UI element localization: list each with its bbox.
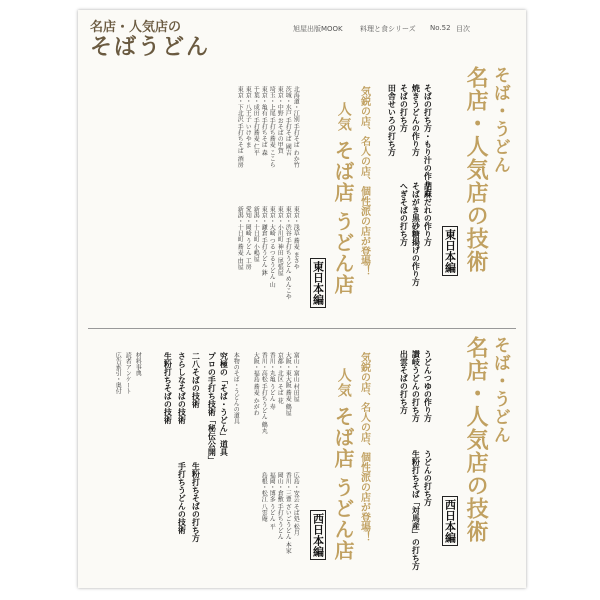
publisher: 旭屋出版MOOK — [293, 25, 343, 33]
east-shop: 東京・亀有 手打ちそば 森 — [260, 86, 268, 156]
west-shop: 大阪・福島 蕎麦 かがわ — [252, 352, 260, 416]
west-shop: 岡山・倉敷 手打ちうどん — [276, 472, 284, 540]
header-subtitle: 名店・人気店の — [90, 20, 182, 35]
east-shop: 北海道・江別 手打そば わか竹 — [292, 86, 300, 168]
east-step-2: 焼きうどんの作り方 — [411, 84, 422, 156]
toc-label: 目次 — [456, 25, 470, 33]
west-tag-2: 西日本編 — [310, 510, 326, 560]
east-step2-3: へぎそばの打ち方 — [399, 182, 410, 246]
west-shop: 島根・松江 八雲庵 — [260, 472, 268, 522]
west-step-2: 讃岐うどんの打ち方 — [411, 350, 422, 422]
east-tag-2: 東日本編 — [310, 258, 326, 308]
west-lead: 気鋭の店、名人の店、個性派の店が登場！ — [358, 352, 370, 542]
section-divider — [88, 328, 516, 329]
extra-item: 広告索引・奥付 — [114, 352, 122, 394]
west-title-1: そば・うどん — [489, 336, 510, 444]
west-shop: 富山・富山 村田屋 — [292, 352, 300, 402]
extra-head: 手打ちうどんの技術 — [177, 462, 188, 534]
toc-page — [78, 10, 526, 588]
west-step-3: 出雲そばの打ち方 — [399, 350, 410, 414]
west-title-2: 名店・人気店の技術 — [463, 336, 490, 543]
east-shop: 東京・小川町 神田 尾張屋 — [276, 206, 284, 276]
east-shop: 愛知・岡崎 うどん 工房 — [244, 206, 252, 270]
east-shop: 茨城・水戸 手打そば 國吉 — [284, 86, 292, 156]
east-shop: 東京・渋谷 手打ちうどん めんこや — [284, 206, 292, 300]
header — [78, 10, 526, 60]
east-step-1: そばの打ち方・もり汁の作り方 — [423, 84, 434, 196]
east-title-1: そば・うどん — [489, 66, 510, 174]
extra-head: 生粉打ちそばの打ち方 — [191, 462, 202, 542]
east-shop: 東京・八王子 いけやま — [244, 86, 252, 148]
west-shop: 京都・北区 そば 花 — [276, 352, 284, 404]
west-title-3: そば店 うどん店 — [331, 406, 355, 561]
west-kanji: 人気 — [335, 368, 352, 398]
east-step2-1: 胡麻だれの作り方 — [423, 182, 434, 246]
west-shop: 香川・高松 手打ちうどん 鶴丸 — [260, 352, 268, 434]
extra-head: 二八そばの技術 — [191, 352, 202, 408]
extra-head: 生粉打ちそばの技術 — [163, 352, 174, 424]
issue-number: No.52 — [430, 24, 451, 32]
extra-item: 読者アンケート — [124, 352, 132, 394]
west-tag: 西日本編 — [442, 496, 458, 546]
east-step2-2: そばがき黒砂糖揚げの作り方 — [411, 182, 422, 286]
west-step2-2: 生粉打ちそば「対馬産」の打ち方 — [411, 450, 422, 570]
extra-item: 材料事典 — [134, 352, 142, 376]
west-step2-1: うどんの打ち方 — [423, 450, 434, 506]
extra-item: 本物のそば・うどんの道具 — [232, 352, 240, 424]
west-shop: 大阪・東大阪 蕎麦 鶴屋 — [284, 352, 292, 416]
east-lead: 気鋭の店、名人の店、個性派の店が登場！ — [358, 86, 370, 276]
east-tag: 東日本編 — [442, 226, 458, 276]
west-shop: 福岡・博多 うどん 平 — [268, 472, 276, 530]
east-title-2: 名店・人気店の技術 — [463, 66, 490, 273]
east-step-4: 田舎せいろの打ち方 — [387, 84, 398, 156]
west-shop: 広島・安芸 そば処 松月 — [292, 472, 300, 536]
east-kanji: 人気 — [335, 102, 352, 132]
east-step-3: そばの打ち方 — [399, 84, 410, 132]
west-step-1: うどんつゆの作り方 — [423, 350, 434, 422]
extra-head: さらしなそばの技術 — [177, 352, 188, 424]
extra-head: 究極の「そば・うどん」道具 — [219, 352, 230, 456]
east-shop: 東京・浅草 蕎麦 まさや — [292, 206, 300, 270]
east-shop: 新潟・十日町 蕎麦 由屋 — [236, 206, 244, 270]
east-shop: 東京・鎌倉 手打うどん 鉢 — [260, 206, 268, 276]
series-name: 料理と食シリーズ — [360, 25, 416, 33]
east-shop: 東京・下北沢 手打ちそば 酒房 — [236, 86, 244, 168]
east-shop: 埼玉・上尾 手打ち蕎麦 ここら — [268, 86, 276, 168]
east-shop: 新潟・十日町 小嶋屋 — [252, 206, 260, 262]
east-title-3: そば店 うどん店 — [331, 140, 355, 295]
west-shop: 香川・三豊 ざいごうどん 本家 — [284, 472, 292, 554]
west-shop: 香川・丸亀 うどん 寿 — [268, 352, 276, 410]
header-title: そばうどん — [90, 34, 211, 60]
east-shop: 東京・大崎 つるつるうどん 山 — [268, 206, 276, 288]
extra-head: プロの手打ち技術「秘伝公開」 — [207, 352, 218, 464]
east-shop: 千葉・成田 手打蕎麦 仁平 — [252, 86, 260, 156]
east-shop: 東京・中野 おそばの甲賀 — [276, 86, 284, 154]
